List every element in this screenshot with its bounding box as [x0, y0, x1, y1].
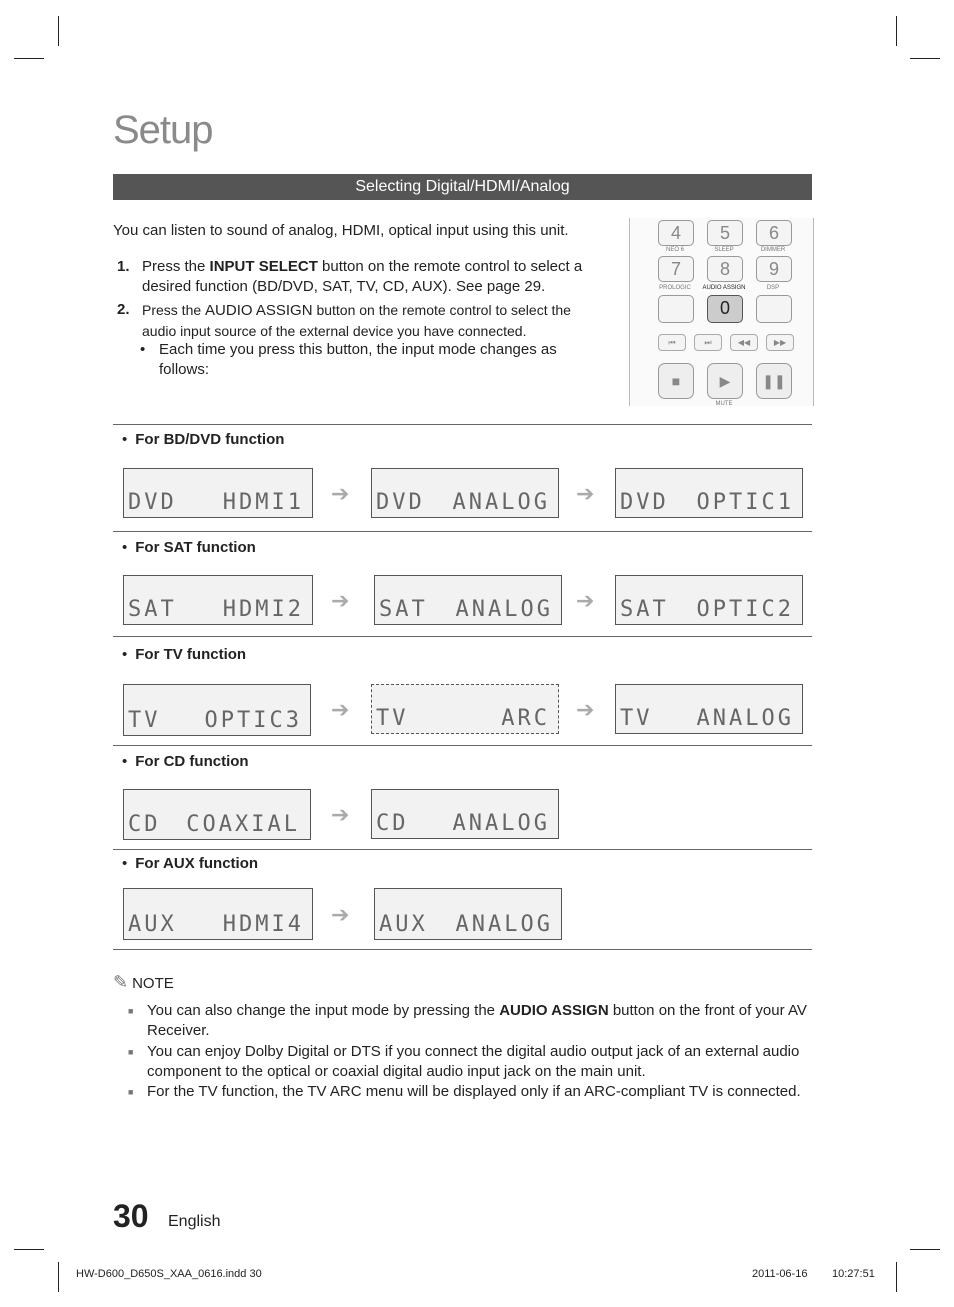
- page-number: 30: [113, 1198, 149, 1234]
- bullet-dot: •: [122, 753, 128, 770]
- lcd-source: DVD: [376, 490, 425, 515]
- lcd-display: [371, 468, 559, 518]
- function-label-text: For SAT function: [135, 539, 256, 556]
- bullet-dot: •: [122, 431, 128, 448]
- page-title: Setup: [113, 108, 213, 152]
- step-number: 2.: [117, 301, 130, 318]
- lcd-mode: OPTIC3: [204, 708, 302, 733]
- play-icon: ▶: [707, 363, 743, 399]
- lcd-mode: HDMI4: [222, 912, 304, 937]
- arrow-right-icon: ➔: [331, 697, 350, 722]
- remote-label: NEO 6: [665, 247, 684, 253]
- step-bullet: [140, 340, 600, 380]
- divider: [113, 531, 812, 532]
- lcd-mode: COAXIAL: [186, 812, 300, 837]
- note-text: For the TV function, the TV ARC menu will be displayed only if an ARC-compliant TV is connected.: [147, 1083, 801, 1100]
- bullet-dot: •: [122, 646, 128, 663]
- function-label-bd-dvd: [122, 431, 284, 448]
- function-label-text: For CD function: [135, 753, 249, 770]
- lcd-source: AUX: [128, 912, 177, 937]
- lcd-display: [123, 468, 313, 518]
- lcd-mode: HDMI1: [222, 490, 304, 515]
- divider: [113, 636, 812, 637]
- lcd-display: [615, 468, 803, 518]
- remote-key-9: 9: [756, 256, 792, 282]
- lcd-source: DVD: [128, 490, 177, 515]
- function-label-aux: [122, 855, 258, 872]
- lcd-source: SAT: [128, 597, 177, 622]
- step-2: [113, 300, 603, 341]
- lcd-display: [123, 888, 313, 940]
- lcd-mode: ANALOG: [455, 912, 553, 937]
- crop-mark: [58, 16, 59, 46]
- lcd-mode: HDMI2: [222, 597, 304, 622]
- fast-forward-icon: ▶▶: [766, 334, 794, 351]
- rewind-icon: ◀◀: [730, 334, 758, 351]
- lcd-source: AUX: [379, 912, 428, 937]
- step-text: button on the remote control to select a desired function (BD/DVD, SAT, TV, CD, AUX). See page 29.: [142, 258, 583, 295]
- step-text: Press the: [142, 258, 210, 275]
- note-text: button on the front of your AV Receiver.: [147, 1002, 807, 1039]
- note-bold: AUDIO ASSIGN: [499, 1002, 609, 1019]
- square-bullet-icon: ■: [128, 1047, 134, 1057]
- lcd-display: [615, 684, 803, 734]
- bullet-dot: •: [140, 341, 146, 358]
- crop-mark: [896, 16, 897, 46]
- remote-illustration: [629, 218, 814, 406]
- lcd-mode: OPTIC1: [696, 490, 794, 515]
- function-label-cd: [122, 753, 249, 770]
- crop-mark: [910, 1249, 940, 1250]
- pencil-icon: ✎: [113, 972, 129, 992]
- arrow-right-icon: ➔: [576, 588, 595, 613]
- section-heading: Selecting Digital/HDMI/Analog: [113, 174, 812, 200]
- note-item: [128, 1001, 812, 1041]
- note-item: [128, 1042, 812, 1082]
- function-label-text: For AUX function: [135, 855, 259, 872]
- lcd-display: [374, 888, 562, 940]
- remote-key-5: 5: [707, 220, 743, 246]
- lcd-display: [123, 684, 311, 736]
- note-text: You can enjoy Dolby Digital or DTS if you connect the digital audio output jack of an external audio component to the optical or coaxial digital audio input jack on the main unit.: [147, 1043, 800, 1080]
- remote-key-7: 7: [658, 256, 694, 282]
- lcd-mode: OPTIC2: [696, 597, 794, 622]
- crop-mark: [14, 58, 44, 59]
- arrow-right-icon: ➔: [331, 588, 350, 613]
- lcd-source: TV: [128, 708, 161, 733]
- skip-forward-icon: ⏭: [694, 334, 722, 351]
- arrow-right-icon: ➔: [331, 802, 350, 827]
- lcd-display: [123, 575, 313, 625]
- remote-key-8: 8: [707, 256, 743, 282]
- step-text: Press the: [142, 302, 206, 318]
- lcd-mode: ANALOG: [452, 811, 550, 836]
- remote-label: SLEEP: [714, 247, 734, 253]
- remote-key-prologic: [658, 295, 694, 323]
- lcd-mode: ANALOG: [696, 706, 794, 731]
- divider: [113, 424, 812, 425]
- bullet-dot: •: [122, 855, 128, 872]
- step-1: [113, 257, 603, 297]
- remote-label: MUTE: [715, 401, 733, 406]
- note-heading-text: NOTE: [132, 975, 174, 992]
- lcd-mode: ANALOG: [452, 490, 550, 515]
- bullet-dot: •: [122, 539, 128, 556]
- language-label: English: [168, 1213, 221, 1230]
- divider: [113, 745, 812, 746]
- note-text: You can also change the input mode by pressing the: [147, 1002, 500, 1019]
- crop-mark: [910, 58, 940, 59]
- arrow-right-icon: ➔: [331, 481, 350, 506]
- square-bullet-icon: ■: [128, 1087, 134, 1097]
- function-label-sat: [122, 539, 256, 556]
- footer-time: 10:27:51: [832, 1268, 875, 1280]
- footer-date: 2011-06-16: [752, 1268, 808, 1280]
- lcd-display: [615, 575, 803, 625]
- arrow-right-icon: ➔: [576, 697, 595, 722]
- function-label-text: For BD/DVD function: [135, 431, 285, 448]
- lcd-display: [371, 789, 559, 839]
- crop-mark: [14, 1249, 44, 1250]
- lcd-display: [371, 684, 559, 734]
- lcd-source: TV: [376, 706, 409, 731]
- intro-text: You can listen to sound of analog, HDMI, optical input using this unit.: [113, 222, 569, 239]
- divider: [113, 949, 812, 950]
- lcd-mode: ANALOG: [455, 597, 553, 622]
- remote-label: PROLOGIC: [659, 285, 691, 291]
- arrow-right-icon: ➔: [331, 902, 350, 927]
- remote-key-dsp: [756, 295, 792, 323]
- remote-key-4: 4: [658, 220, 694, 246]
- step-number: 1.: [117, 258, 130, 275]
- lcd-mode: ARC: [501, 706, 550, 731]
- lcd-display: [123, 789, 311, 840]
- footer-file: HW-D600_D650S_XAA_0616.indd 30: [76, 1268, 262, 1280]
- step-bold: AUDIO ASSIGN: [205, 302, 313, 319]
- crop-mark: [896, 1262, 897, 1292]
- stop-icon: ■: [658, 363, 694, 399]
- function-label-text: For TV function: [135, 646, 247, 663]
- remote-key-6: 6: [756, 220, 792, 246]
- step-text: button on the remote control to select the audio input source of the external device you have connected.: [142, 302, 571, 339]
- lcd-source: SAT: [620, 597, 669, 622]
- remote-label: DSP: [766, 285, 780, 291]
- arrow-right-icon: ➔: [576, 481, 595, 506]
- crop-mark: [58, 1262, 59, 1292]
- function-label-tv: [122, 646, 246, 663]
- remote-key-0: 0: [707, 295, 743, 323]
- square-bullet-icon: ■: [128, 1006, 134, 1016]
- remote-label: AUDIO ASSIGN: [702, 285, 746, 291]
- lcd-source: CD: [376, 811, 409, 836]
- lcd-source: TV: [620, 706, 653, 731]
- lcd-source: DVD: [620, 490, 669, 515]
- skip-back-icon: ⏮: [658, 334, 686, 351]
- divider: [113, 849, 812, 850]
- lcd-source: CD: [128, 812, 161, 837]
- note-heading: [113, 972, 174, 993]
- bullet-text: Each time you press this button, the input mode changes as follows:: [159, 341, 557, 378]
- pause-icon: ❚❚: [756, 363, 792, 399]
- lcd-source: SAT: [379, 597, 428, 622]
- note-item: [128, 1082, 812, 1102]
- remote-label: DIMMER: [760, 247, 786, 253]
- lcd-display: [374, 575, 562, 625]
- step-bold: INPUT SELECT: [209, 258, 318, 275]
